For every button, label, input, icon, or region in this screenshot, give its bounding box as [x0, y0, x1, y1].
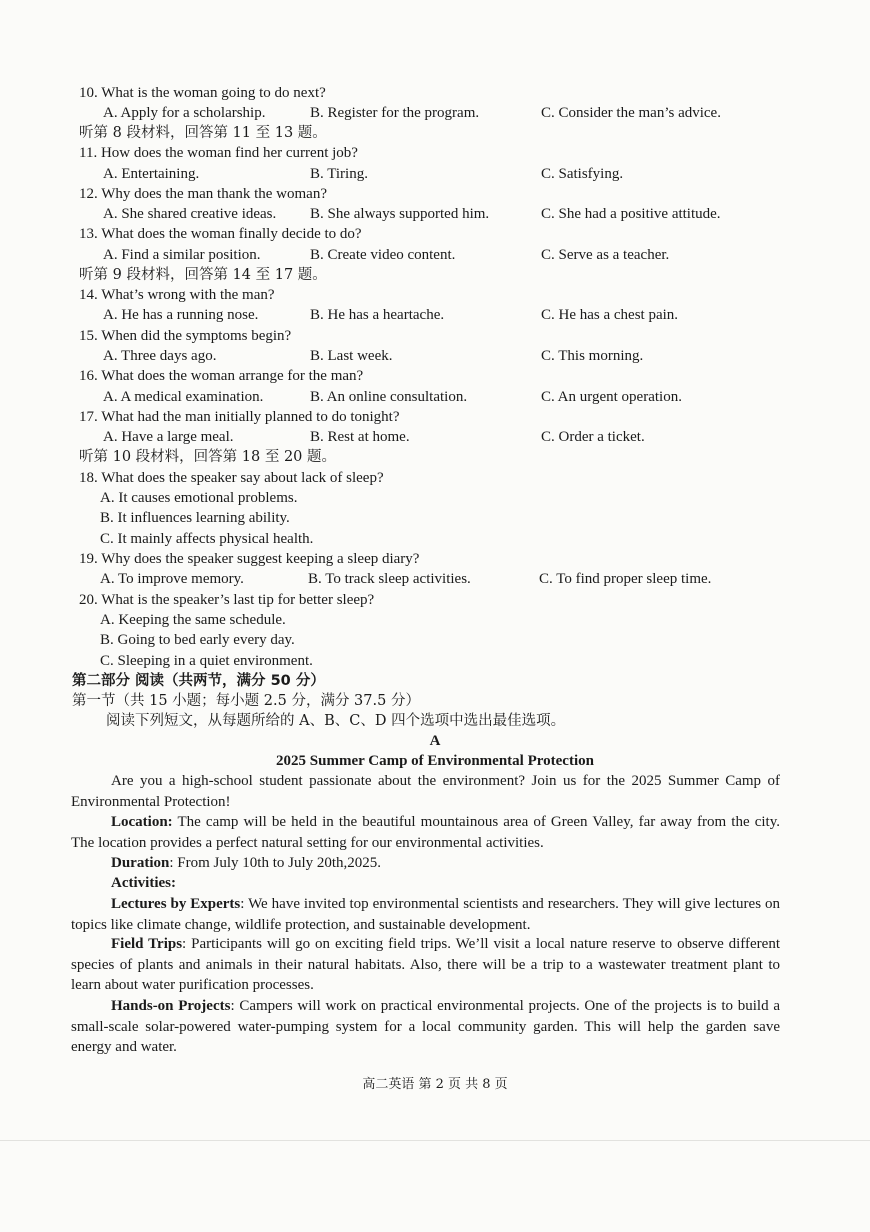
q12-option-b: B. She always supported him.	[310, 206, 490, 222]
reading-instruction: 阅读下列短文，从每题所给的 A、B、C、D 四个选项中选出最佳选项。	[106, 713, 566, 729]
question-11: 11. How does the woman find her current job?	[79, 145, 358, 161]
location-text: The camp will be held in the beautiful mountainous area of Green Valley, far away from the city. The location provides a perfect natural setting for our environmental activities.	[71, 814, 780, 851]
question-20: 20. What is the speaker’s last tip for better sleep?	[79, 592, 375, 608]
section-9-instruction: 听第 9 段材料，回答第 14 至 17 题。	[79, 267, 327, 283]
q16-option-a: A. A medical examination.	[103, 389, 264, 405]
question-15: 15. When did the symptoms begin?	[79, 328, 292, 344]
question-12: 12. Why does the man thank the woman?	[79, 186, 327, 202]
page-bottom-rule	[0, 1140, 870, 1141]
hands-on-label: Hands-on Projects	[111, 998, 231, 1014]
q10-option-a: A. Apply for a scholarship.	[103, 105, 266, 121]
q13-option-c: C. Serve as a teacher.	[541, 247, 670, 263]
q20-option-b: B. Going to bed early every day.	[100, 632, 295, 648]
field-trips-text: : Participants will go on exciting field trips. We’ll visit a local nature reserve to observe different species of plants and animals in their natural habitats. Also, there will be a trip to a wastewater treatment plant to learn about water purification processes.	[71, 936, 781, 993]
q18-option-a: A. It causes emotional problems.	[100, 490, 298, 506]
q14-option-a: A. He has a running nose.	[103, 307, 259, 323]
question-17: 17. What had the man initially planned to do tonight?	[79, 409, 400, 425]
q12-option-a: A. She shared creative ideas.	[103, 206, 277, 222]
q14-option-b: B. He has a heartache.	[310, 307, 445, 323]
q15-option-a: A. Three days ago.	[103, 348, 217, 364]
hands-on-paragraph	[71, 996, 780, 1058]
q17-option-c: C. Order a ticket.	[541, 429, 645, 445]
q18-option-b: B. It influences learning ability.	[100, 510, 290, 526]
field-trips-paragraph	[71, 934, 780, 996]
question-14: 14. What’s wrong with the man?	[79, 287, 275, 303]
q20-option-a: A. Keeping the same schedule.	[100, 612, 286, 628]
q11-option-b: B. Tiring.	[310, 166, 368, 182]
q13-option-a: A. Find a similar position.	[103, 247, 261, 263]
question-18: 18. What does the speaker say about lack of sleep?	[79, 470, 384, 486]
q15-option-b: B. Last week.	[310, 348, 393, 364]
q15-option-c: C. This morning.	[541, 348, 644, 364]
passage-intro: Are you a high-school student passionate about the environment? Join us for the 2025 Summer Camp of Environmental Protection!	[71, 773, 780, 810]
q12-option-c: C. She had a positive attitude.	[541, 206, 721, 222]
question-16: 16. What does the woman arrange for the man?	[79, 368, 364, 384]
activities-heading	[71, 873, 780, 894]
q19-option-a: A. To improve memory.	[100, 571, 244, 587]
lectures-paragraph	[71, 894, 780, 935]
q14-option-c: C. He has a chest pain.	[541, 307, 679, 323]
lectures-label: Lectures by Experts	[111, 896, 241, 912]
q19-option-b: B. To track sleep activities.	[308, 571, 471, 587]
passage-letter: A	[429, 733, 441, 749]
location-label: Location:	[111, 814, 173, 830]
q11-option-c: C. Satisfying.	[541, 166, 624, 182]
question-19: 19. Why does the speaker suggest keeping a sleep diary?	[79, 551, 420, 567]
hands-on-text: : Campers will work on practical environmental projects. One of the projects is to build a small-scale solar-powered water-pumping system for a local community garden. This will help the garden save energy and water.	[71, 998, 780, 1055]
q16-option-b: B. An online consultation.	[310, 389, 468, 405]
lectures-text: : We have invited top environmental scientists and researchers. They will give lectures on topics like climate change, wildlife protection, and sustainable development.	[71, 896, 780, 933]
duration-paragraph	[71, 853, 780, 874]
duration-text: : From July 10th to July 20th,2025.	[169, 855, 382, 871]
section-10-instruction: 听第 10 段材料，回答第 18 至 20 题。	[79, 449, 337, 465]
q20-option-c: C. Sleeping in a quiet environment.	[100, 653, 313, 669]
q17-option-b: B. Rest at home.	[310, 429, 410, 445]
q18-option-c: C. It mainly affects physical health.	[100, 531, 314, 547]
q11-option-a: A. Entertaining.	[103, 166, 200, 182]
activities-label: Activities:	[111, 875, 176, 891]
q13-option-b: B. Create video content.	[310, 247, 456, 263]
part-2-heading: 第二部分 阅读（共两节，满分 50 分）	[72, 673, 325, 689]
duration-label: Duration	[111, 855, 170, 871]
q17-option-a: A. Have a large meal.	[103, 429, 234, 445]
q19-option-c: C. To find proper sleep time.	[539, 571, 712, 587]
passage-title: 2025 Summer Camp of Environmental Protection	[276, 753, 594, 769]
page-footer: 高二英语 第 2 页 共 8 页	[362, 1077, 508, 1092]
q10-option-c: C. Consider the man’s advice.	[541, 105, 721, 121]
question-13: 13. What does the woman finally decide to do?	[79, 226, 362, 242]
q16-option-c: C. An urgent operation.	[541, 389, 682, 405]
q10-option-b: B. Register for the program.	[310, 105, 480, 121]
question-10: 10. What is the woman going to do next?	[79, 85, 326, 101]
section-1-heading: 第一节（共 15 小题；每小题 2.5 分，满分 37.5 分）	[72, 693, 420, 709]
field-trips-label: Field Trips	[111, 936, 183, 952]
location-paragraph	[71, 812, 780, 853]
section-8-instruction: 听第 8 段材料，回答第 11 至 13 题。	[79, 125, 327, 141]
